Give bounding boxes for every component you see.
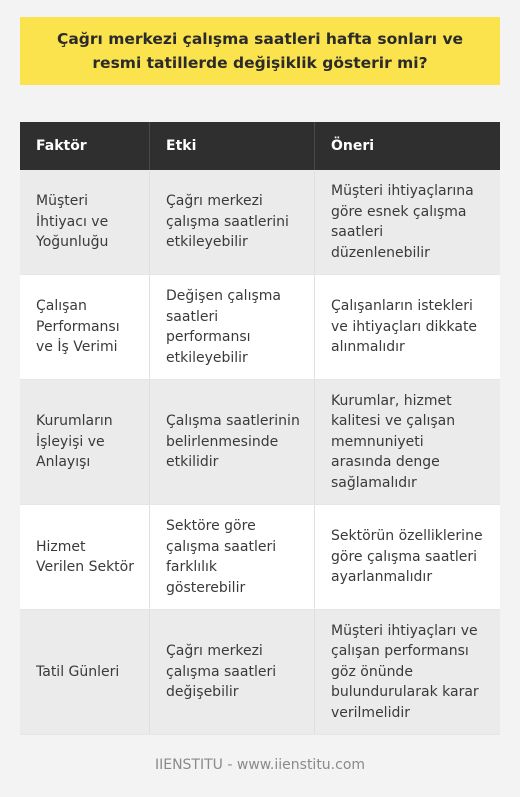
cell-advice: Müşteri ihtiyaçları ve çalışan performansı göz önünde bulundurularak karar verilmelidir	[331, 622, 479, 721]
cell-effect: Çağrı merkezi çalışma saatlerini etkileyebilir	[150, 170, 315, 274]
table-header	[20, 122, 500, 170]
cell-effect: Çağrı merkezi çalışma saatleri değişebilir	[150, 610, 315, 734]
cell-advice: Kurumlar, hizmet kalitesi ve çalışan memnuniyeti arasında denge sağlamalıdır	[331, 392, 456, 491]
cell-advice: Müşteri ihtiyaçlarına göre esnek çalışma saatleri düzenlenebilir	[331, 183, 474, 261]
comparison-table	[20, 122, 500, 735]
cell-factor: Hizmet Verilen Sektör	[20, 505, 150, 609]
cell-factor: Tatil Günleri	[20, 610, 150, 734]
header-factor: Faktör	[20, 122, 150, 170]
table-row	[20, 170, 500, 275]
cell-factor: Çalışan Performansı ve İş Verimi	[20, 275, 150, 379]
title-banner	[20, 17, 500, 85]
cell-advice: Çalışanların istekleri ve ihtiyaçları dikkate alınmalıdır	[331, 298, 478, 356]
cell-effect: Sektöre göre çalışma saatleri farklılık gösterebilir	[150, 505, 315, 609]
table-row	[20, 610, 500, 735]
cell-effect: Değişen çalışma saatleri performansı etkileyebilir	[150, 275, 315, 379]
table-row	[20, 275, 500, 380]
footer-credit: IIENSTITU - www.iienstitu.com	[154, 757, 366, 773]
cell-factor: Müşteri İhtiyacı ve Yoğunluğu	[20, 170, 150, 274]
cell-effect: Çalışma saatlerinin belirlenmesinde etkilidir	[150, 380, 315, 504]
header-effect: Etki	[150, 122, 315, 170]
header-advice: Öneri	[331, 138, 375, 154]
cell-advice: Sektörün özelliklerine göre çalışma saatleri ayarlanmalıdır	[331, 528, 483, 586]
table-row	[20, 380, 500, 505]
page-title: Çağrı merkezi çalışma saatleri hafta sonları ve resmi tatillerde değişiklik gösterir mi?	[56, 30, 464, 72]
cell-factor: Kurumların İşleyişi ve Anlayışı	[20, 380, 150, 504]
table-row	[20, 505, 500, 610]
